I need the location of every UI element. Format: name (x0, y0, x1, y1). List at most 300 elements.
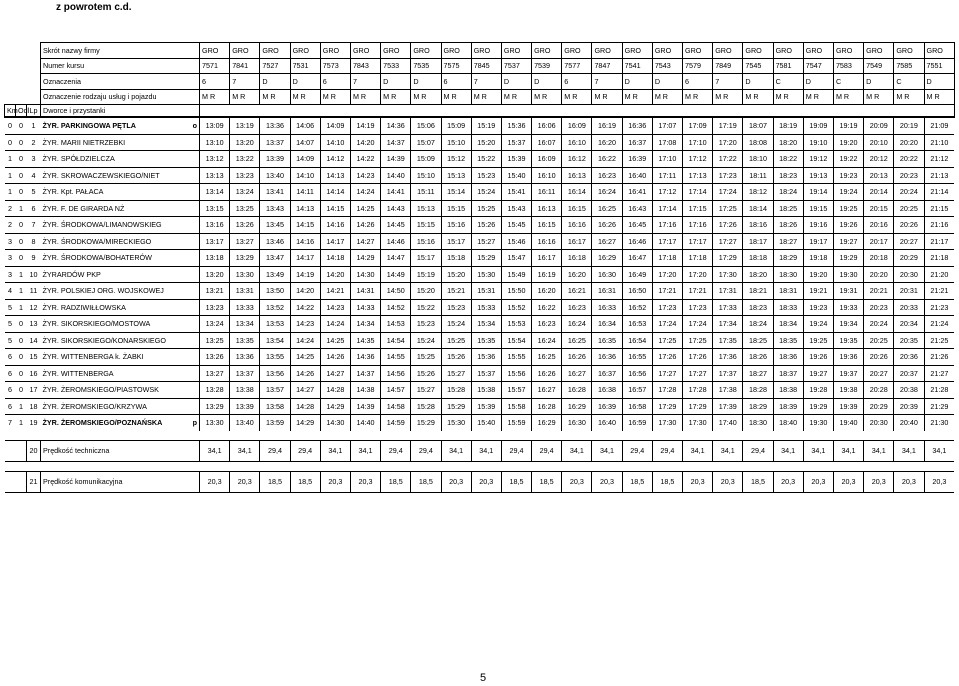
header-cell: GRO (773, 43, 803, 59)
departure-time: 15:49 (501, 266, 531, 283)
departure-time: 14:19 (290, 266, 320, 283)
departure-time: 15:35 (471, 332, 501, 349)
departure-time: 14:33 (350, 299, 380, 316)
stop-name: ŻYR. SPÓŁDZIELCZA (41, 151, 188, 168)
departure-time: 14:23 (320, 299, 350, 316)
departure-time: 21:23 (924, 299, 954, 316)
departure-time: 20:12 (864, 151, 894, 168)
header-cell: 7 (350, 74, 380, 90)
row-gap (5, 431, 955, 441)
departure-time: 13:39 (230, 398, 260, 415)
stop-row (5, 233, 955, 250)
stop-lp: 7 (27, 217, 41, 234)
departure-time: 13:15 (200, 200, 230, 217)
departure-time: 15:19 (471, 117, 501, 134)
departure-time: 20:17 (864, 233, 894, 250)
speed-value: 20,3 (592, 471, 622, 492)
stop-odl: 1 (16, 200, 27, 217)
stop-lp: 1 (27, 117, 41, 134)
departure-time: 14:10 (290, 167, 320, 184)
departure-time: 21:15 (924, 200, 954, 217)
stop-lp: 12 (27, 299, 41, 316)
departure-time: 17:20 (652, 266, 682, 283)
page-header: z powrotem c.d. (56, 2, 132, 13)
departure-time: 15:53 (501, 316, 531, 333)
departure-time: 14:49 (381, 266, 411, 283)
speed-value: 29,4 (411, 440, 441, 461)
departure-time: 19:24 (803, 316, 833, 333)
departure-time: 16:25 (532, 349, 562, 366)
stop-name: ŻYR. SIKORSKIEGO/KONARSKIEGO (41, 332, 188, 349)
stop-row (5, 398, 955, 415)
departure-time: 17:33 (713, 299, 743, 316)
departure-time: 20:24 (864, 316, 894, 333)
departure-time: 17:31 (713, 283, 743, 300)
departure-time: 15:19 (411, 266, 441, 283)
header-cell: M R (713, 89, 743, 105)
speed-value: 34,1 (320, 440, 350, 461)
departure-time: 20:23 (894, 167, 924, 184)
speed-value: 20,3 (833, 471, 863, 492)
departure-time: 13:26 (200, 349, 230, 366)
departure-time: 16:20 (592, 134, 622, 151)
departure-time: 13:52 (260, 299, 290, 316)
departure-time: 15:24 (471, 184, 501, 201)
header-cell: 6 (320, 74, 350, 90)
departure-time: 14:40 (381, 167, 411, 184)
stop-lp: 19 (27, 415, 41, 431)
departure-time: 19:31 (833, 283, 863, 300)
departure-time: 21:09 (924, 117, 954, 134)
departure-time: 15:20 (441, 266, 471, 283)
departure-time: 15:37 (471, 365, 501, 382)
departure-time: 15:39 (501, 151, 531, 168)
stop-flag: o (188, 117, 200, 134)
departure-time: 14:29 (320, 398, 350, 415)
gap-cell (5, 431, 955, 441)
departure-time: 13:12 (200, 151, 230, 168)
departure-time: 19:27 (833, 233, 863, 250)
departure-time: 15:37 (501, 134, 531, 151)
stop-name: ŻYR. ŚRODKOWA/LIMANOWSKIEG (41, 217, 188, 234)
departure-time: 14:15 (320, 200, 350, 217)
stop-row (5, 151, 955, 168)
departure-time: 19:39 (833, 398, 863, 415)
departure-time: 13:41 (260, 184, 290, 201)
speed-value: 29,4 (381, 440, 411, 461)
stop-flag: p (188, 415, 200, 431)
departure-time: 14:07 (290, 134, 320, 151)
stop-name: ŻYR. ŻEROMSKIEGO/KRZYWA (41, 398, 188, 415)
departure-time: 15:46 (501, 233, 531, 250)
stop-odl: 0 (16, 349, 27, 366)
stop-lp: 17 (27, 382, 41, 399)
stop-odl: 0 (16, 316, 27, 333)
departure-time: 17:28 (683, 382, 713, 399)
header-cell: GRO (894, 43, 924, 59)
departure-time: 20:09 (864, 117, 894, 134)
departure-time: 16:22 (532, 299, 562, 316)
departure-time: 13:30 (200, 415, 230, 431)
departure-time: 15:26 (441, 349, 471, 366)
departure-time: 16:28 (562, 382, 592, 399)
departure-time: 16:10 (532, 167, 562, 184)
departure-time: 19:30 (833, 266, 863, 283)
header-cell: M R (864, 89, 894, 105)
departure-time: 17:26 (652, 349, 682, 366)
departure-time: 17:24 (713, 184, 743, 201)
footer-blank (5, 471, 27, 492)
departure-time: 13:20 (200, 266, 230, 283)
departure-time: 16:29 (592, 250, 622, 267)
departure-time: 13:24 (200, 316, 230, 333)
departure-time: 21:30 (924, 415, 954, 431)
departure-time: 18:10 (743, 151, 773, 168)
departure-time: 17:23 (652, 299, 682, 316)
speed-value: 34,1 (833, 440, 863, 461)
stop-km: 5 (5, 316, 16, 333)
stop-km: 5 (5, 299, 16, 316)
departure-time: 17:36 (713, 349, 743, 366)
departure-time: 17:22 (713, 151, 743, 168)
departure-time: 13:54 (260, 332, 290, 349)
speed-value: 34,1 (803, 440, 833, 461)
speed-value: 20,3 (320, 471, 350, 492)
departure-time: 19:36 (833, 349, 863, 366)
speed-value: 29,4 (532, 440, 562, 461)
departure-time: 19:29 (803, 398, 833, 415)
header-cell: 6 (200, 74, 230, 90)
header-cell: GRO (290, 43, 320, 59)
departure-time: 20:27 (894, 233, 924, 250)
departure-time: 14:35 (350, 332, 380, 349)
departure-time: 16:37 (622, 134, 652, 151)
departure-time: 15:09 (411, 151, 441, 168)
departure-time: 17:25 (683, 332, 713, 349)
departure-time: 18:20 (773, 134, 803, 151)
speed-value: 18,5 (622, 471, 652, 492)
header-cell: C (894, 74, 924, 90)
header-cell: D (622, 74, 652, 90)
stop-flag (188, 398, 200, 415)
departure-time: 16:07 (532, 134, 562, 151)
departure-time: 15:50 (501, 283, 531, 300)
header-cell: M R (471, 89, 501, 105)
stop-flag (188, 217, 200, 234)
departure-time: 18:33 (773, 299, 803, 316)
stop-lp: 9 (27, 250, 41, 267)
speed-value: 20,3 (350, 471, 380, 492)
departure-time: 18:26 (743, 349, 773, 366)
departure-time: 18:30 (773, 266, 803, 283)
departure-time: 14:23 (350, 167, 380, 184)
departure-time: 13:22 (230, 151, 260, 168)
departure-time: 15:15 (411, 217, 441, 234)
stop-name: ŻYR. ŻEROMSKIEGO/POZNAŃSKA (41, 415, 188, 431)
speed-value: 18,5 (743, 471, 773, 492)
header-cell: D (381, 74, 411, 90)
departure-time: 16:26 (562, 349, 592, 366)
departure-time: 17:27 (713, 233, 743, 250)
departure-time: 15:15 (441, 200, 471, 217)
footer-blank (5, 440, 27, 461)
departure-time: 14:36 (350, 349, 380, 366)
speed-value: 34,1 (713, 440, 743, 461)
departure-time: 13:50 (260, 283, 290, 300)
departure-time: 15:57 (501, 382, 531, 399)
header-cell: GRO (411, 43, 441, 59)
stop-flag (188, 167, 200, 184)
departure-time: 14:27 (350, 233, 380, 250)
stop-km: 3 (5, 266, 16, 283)
departure-time: 16:27 (592, 233, 622, 250)
departure-time: 16:16 (562, 217, 592, 234)
stop-lp: 15 (27, 349, 41, 366)
departure-time: 19:38 (833, 382, 863, 399)
header-cell: D (803, 74, 833, 90)
departure-time: 14:14 (320, 184, 350, 201)
departure-time: 16:52 (622, 299, 652, 316)
departure-time: 15:40 (471, 415, 501, 431)
stop-km: 3 (5, 233, 16, 250)
stop-odl: 0 (16, 151, 27, 168)
departure-time: 17:08 (652, 134, 682, 151)
departure-time: 19:27 (803, 365, 833, 382)
departure-time: 20:23 (864, 299, 894, 316)
stop-lp: 2 (27, 134, 41, 151)
departure-time: 16:14 (562, 184, 592, 201)
departure-time: 20:26 (894, 217, 924, 234)
departure-time: 14:15 (290, 217, 320, 234)
header-cell: M R (622, 89, 652, 105)
departure-time: 14:09 (320, 117, 350, 134)
header-cell: M R (411, 89, 441, 105)
stop-km: 4 (5, 283, 16, 300)
departure-time: 16:59 (622, 415, 652, 431)
departure-time: 13:31 (230, 283, 260, 300)
departure-time: 16:20 (562, 266, 592, 283)
stop-name: ŻYRARDÓW PKP (41, 266, 188, 283)
departure-time: 14:06 (290, 117, 320, 134)
stop-name: ŻYR. ŚRODKOWA/MIRECKIEGO (41, 233, 188, 250)
departure-time: 14:31 (350, 283, 380, 300)
departure-time: 15:26 (471, 217, 501, 234)
departure-time: 17:29 (683, 398, 713, 415)
departure-time: 17:39 (713, 398, 743, 415)
departure-time: 14:17 (320, 233, 350, 250)
header-cell: GRO (230, 43, 260, 59)
header-cell: M R (350, 89, 380, 105)
departure-time: 19:26 (833, 217, 863, 234)
speed-value: 34,1 (441, 440, 471, 461)
departure-time: 17:14 (683, 184, 713, 201)
departure-time: 13:59 (260, 415, 290, 431)
departure-time: 16:31 (592, 283, 622, 300)
speed-value: 20,3 (562, 471, 592, 492)
departure-time: 20:29 (864, 398, 894, 415)
departure-time: 21:14 (924, 184, 954, 201)
departure-time: 15:39 (471, 398, 501, 415)
col-stops-header: Dworce i przystanki (41, 105, 200, 118)
departure-time: 16:12 (562, 151, 592, 168)
departure-time: 18:27 (743, 365, 773, 382)
departure-time: 13:35 (230, 332, 260, 349)
stop-odl: 1 (16, 266, 27, 283)
departure-time: 18:14 (743, 200, 773, 217)
departure-time: 15:27 (411, 382, 441, 399)
departure-time: 14:40 (350, 415, 380, 431)
footer-lp: 21 (27, 471, 41, 492)
header-cell: 7845 (471, 58, 501, 74)
header-cell: 7 (230, 74, 260, 90)
stop-name: ŻYR. F. DE GIRARDA NŻ (41, 200, 188, 217)
departure-time: 13:25 (200, 332, 230, 349)
departure-time: 13:19 (230, 117, 260, 134)
header-cell: 7 (471, 74, 501, 90)
stop-row (5, 299, 955, 316)
departure-time: 16:41 (622, 184, 652, 201)
departure-time: 20:34 (894, 316, 924, 333)
departure-time: 14:45 (381, 217, 411, 234)
header-cell: GRO (471, 43, 501, 59)
departure-time: 14:46 (381, 233, 411, 250)
departure-time: 18:24 (743, 316, 773, 333)
departure-time: 15:10 (441, 134, 471, 151)
departure-time: 19:20 (803, 266, 833, 283)
departure-time: 14:29 (350, 250, 380, 267)
header-cell: D (652, 74, 682, 90)
departure-time: 15:41 (501, 184, 531, 201)
stop-km: 3 (5, 250, 16, 267)
departure-time: 17:18 (683, 250, 713, 267)
stop-lp: 14 (27, 332, 41, 349)
stop-row (5, 415, 955, 431)
stop-row (5, 200, 955, 217)
departure-time: 18:28 (743, 382, 773, 399)
departure-time: 19:19 (833, 117, 863, 134)
departure-time: 15:16 (441, 217, 471, 234)
departure-time: 16:36 (622, 117, 652, 134)
stop-lp: 8 (27, 233, 41, 250)
departure-time: 19:10 (803, 134, 833, 151)
header-cell: D (411, 74, 441, 90)
header-label: Numer kursu (41, 58, 200, 74)
departure-time: 15:13 (411, 200, 441, 217)
departure-time: 20:25 (864, 332, 894, 349)
header-cell: M R (924, 89, 954, 105)
departure-time: 15:36 (501, 117, 531, 134)
departure-time: 19:18 (803, 250, 833, 267)
departure-time: 17:12 (683, 151, 713, 168)
header-cell: GRO (441, 43, 471, 59)
speed-value: 20,3 (894, 471, 924, 492)
departure-time: 20:15 (864, 200, 894, 217)
header-cell: M R (290, 89, 320, 105)
departure-time: 16:46 (622, 233, 652, 250)
departure-time: 14:25 (320, 332, 350, 349)
departure-time: 21:20 (924, 266, 954, 283)
header-cell: 6 (683, 74, 713, 90)
departure-time: 13:49 (260, 266, 290, 283)
departure-time: 18:22 (773, 151, 803, 168)
departure-time: 15:59 (501, 415, 531, 431)
header-cell: M R (501, 89, 531, 105)
stop-odl: 0 (16, 365, 27, 382)
departure-time: 16:24 (562, 316, 592, 333)
speed-value: 20,3 (230, 471, 260, 492)
header-cell: GRO (381, 43, 411, 59)
departure-time: 20:37 (894, 365, 924, 382)
departure-time: 16:30 (592, 266, 622, 283)
departure-time: 15:55 (501, 349, 531, 366)
header-cell: 7531 (290, 58, 320, 74)
departure-time: 14:10 (320, 134, 350, 151)
departure-time: 17:13 (683, 167, 713, 184)
stop-lp: 13 (27, 316, 41, 333)
departure-time: 15:25 (471, 200, 501, 217)
departure-time: 13:36 (260, 117, 290, 134)
departure-time: 13:33 (230, 299, 260, 316)
stop-flag (188, 184, 200, 201)
stop-odl: 0 (16, 332, 27, 349)
header-cell: M R (320, 89, 350, 105)
header-label: Oznaczenie rodzaju usług i pojazdu (41, 89, 200, 105)
stop-row (5, 250, 955, 267)
departure-time: 20:26 (864, 349, 894, 366)
departure-time: 14:39 (381, 151, 411, 168)
departure-time: 13:30 (230, 266, 260, 283)
departure-time: 15:12 (441, 151, 471, 168)
departure-time: 15:47 (501, 250, 531, 267)
stop-row (5, 167, 955, 184)
departure-time: 19:22 (833, 151, 863, 168)
departure-time: 13:57 (260, 382, 290, 399)
stop-row (5, 283, 955, 300)
stop-odl: 0 (16, 250, 27, 267)
footer-lp: 20 (27, 440, 41, 461)
departure-time: 17:35 (713, 332, 743, 349)
departure-time: 15:27 (471, 233, 501, 250)
departure-time: 15:40 (501, 167, 531, 184)
departure-time: 18:19 (773, 117, 803, 134)
departure-time: 15:33 (471, 299, 501, 316)
departure-time: 13:40 (260, 167, 290, 184)
departure-time: 17:14 (652, 200, 682, 217)
header-cell: GRO (592, 43, 622, 59)
stop-odl: 1 (16, 415, 27, 431)
departure-time: 18:29 (743, 398, 773, 415)
departure-time: 16:45 (622, 217, 652, 234)
speed-value: 18,5 (411, 471, 441, 492)
speed-row (5, 471, 955, 492)
departure-time: 14:25 (290, 349, 320, 366)
stop-row (5, 316, 955, 333)
departure-time: 16:55 (622, 349, 652, 366)
departure-time: 15:28 (411, 398, 441, 415)
stop-flag (188, 299, 200, 316)
departure-time: 19:20 (833, 134, 863, 151)
departure-time: 20:21 (864, 283, 894, 300)
departure-time: 13:16 (200, 217, 230, 234)
speed-value: 20,3 (924, 471, 954, 492)
speed-value: 34,1 (471, 440, 501, 461)
departure-time: 13:29 (200, 398, 230, 415)
departure-time: 20:31 (894, 283, 924, 300)
header-cell: 7533 (381, 58, 411, 74)
departure-time: 16:57 (622, 382, 652, 399)
departure-time: 16:18 (562, 250, 592, 267)
header-cell: GRO (864, 43, 894, 59)
